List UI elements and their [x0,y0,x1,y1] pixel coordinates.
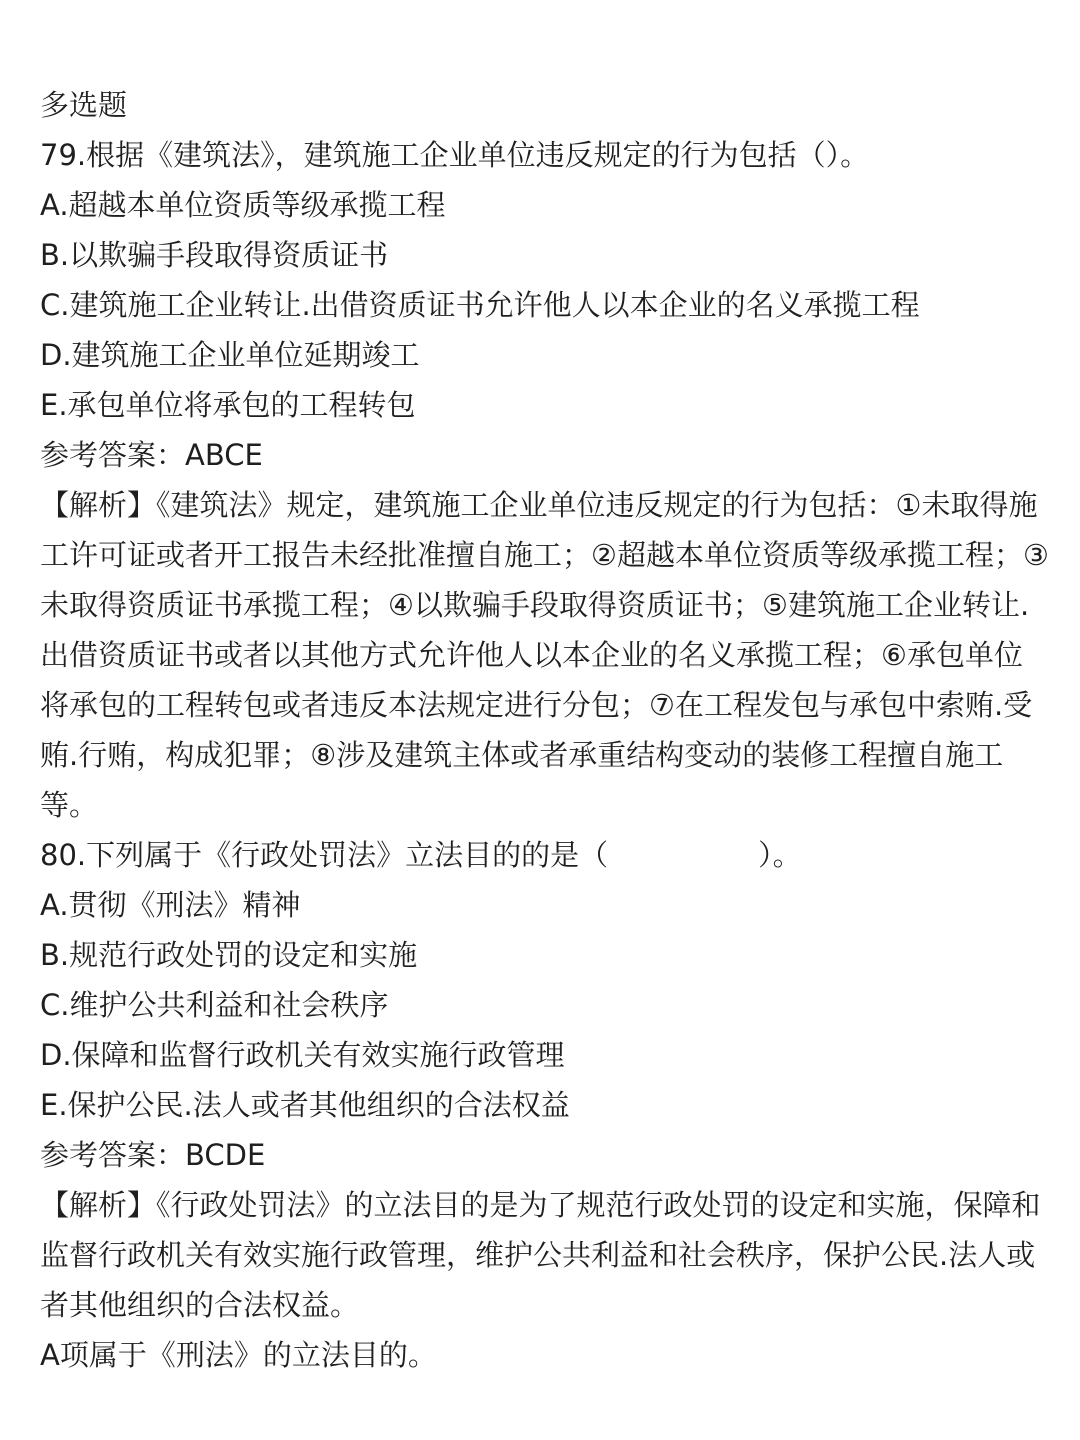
option-e: E.承包单位将承包的工程转包 [40,388,416,422]
analysis-paragraph: 【解析】《建筑法》规定，建筑施工企业单位违反规定的行为包括：①未取得施工许可证或者开工报告未经批准擅自施工；②超越本单位资质等级承揽工程；③未取得资质证书承揽工程；④以欺骗手段取得资质证书；⑤建筑施工企业转让.出借资质证书或者以其他方式允许他人以本企业的名义承揽工程；⑥承包单位将承包的工程转包或者违反本法规定进行分包；⑦在工程发包与承包中索贿.受贿.行贿，构成犯罪；⑧涉及建筑主体或者承重结构变动的装修工程擅自施工等。 [40,488,1049,822]
document-page [40,80,1050,1380]
analysis-paragraph: 【解析】《行政处罚法》的立法目的是为了规范行政处罚的设定和实施，保障和监督行政机关有效实施行政管理，维护公共利益和社会秩序，保护公民.法人或者其他组织的合法权益。 [40,1188,1041,1322]
reference-answer: 参考答案：ABCE [40,438,263,472]
option-a: A.超越本单位资质等级承揽工程 [40,188,446,222]
option-c: C.维护公共利益和社会秩序 [40,988,389,1022]
option-c: C.建筑施工企业转让.出借资质证书允许他人以本企业的名义承揽工程 [40,288,920,322]
section-title: 多选题 [40,88,128,122]
question-80 [40,830,1050,1380]
question-stem-before-blank: 80.下列属于《行政处罚法》立法目的的是（ [40,838,609,872]
option-d: D.保障和监督行政机关有效实施行政管理 [40,1038,565,1072]
option-d: D.建筑施工企业单位延期竣工 [40,338,420,372]
question-79 [40,130,1050,830]
question-stem-after-blank: ）。 [758,838,802,872]
reference-answer: 参考答案：BCDE [40,1138,266,1172]
option-e: E.保护公民.法人或者其他组织的合法权益 [40,1088,570,1122]
option-a: A.贯彻《刑法》精神 [40,888,301,922]
option-b: B.规范行政处罚的设定和实施 [40,938,418,972]
option-b: B.以欺骗手段取得资质证书 [40,238,389,272]
question-stem: 79.根据《建筑法》，建筑施工企业单位违反规定的行为包括（）。 [40,138,870,172]
question-stem [40,830,1050,880]
analysis-note: A项属于《刑法》的立法目的。 [40,1338,437,1372]
